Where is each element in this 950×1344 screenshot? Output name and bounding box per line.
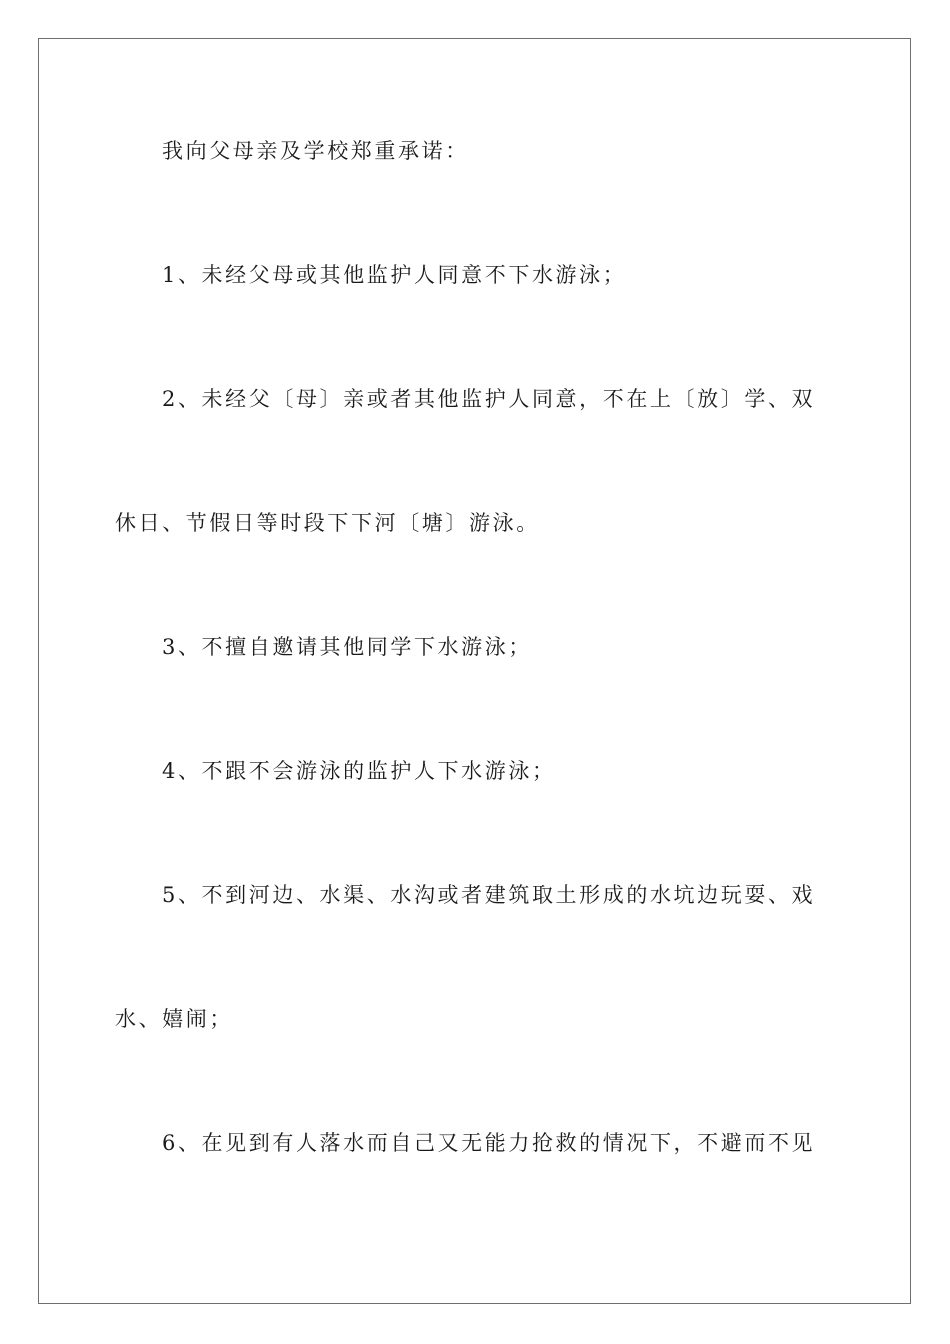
item-2-continuation: 休日、节假日等时段下下河〔塘〕游泳。 <box>115 511 540 535</box>
item-5-text: 5、不到河边、水渠、水沟或者建筑取土形成的水坑边玩耍、戏 <box>162 883 816 907</box>
item-4-text: 4、不跟不会游泳的监护人下水游泳； <box>162 759 556 783</box>
item-6-text: 6、在见到有人落水而自己又无能力抢救的情况下，不避而不见 <box>162 1131 816 1155</box>
page-border <box>38 38 911 1304</box>
item-1-text: 1、未经父母或其他监护人同意不下水游泳； <box>162 263 627 287</box>
item-2-text: 2、未经父〔母〕亲或者其他监护人同意，不在上〔放〕学、双 <box>162 387 816 411</box>
item-3-text: 3、不擅自邀请其他同学下水游泳； <box>162 635 532 659</box>
intro-text: 我向父母亲及学校郑重承诺： <box>162 139 469 163</box>
item-5-continuation: 水、嬉闹； <box>115 1007 233 1031</box>
